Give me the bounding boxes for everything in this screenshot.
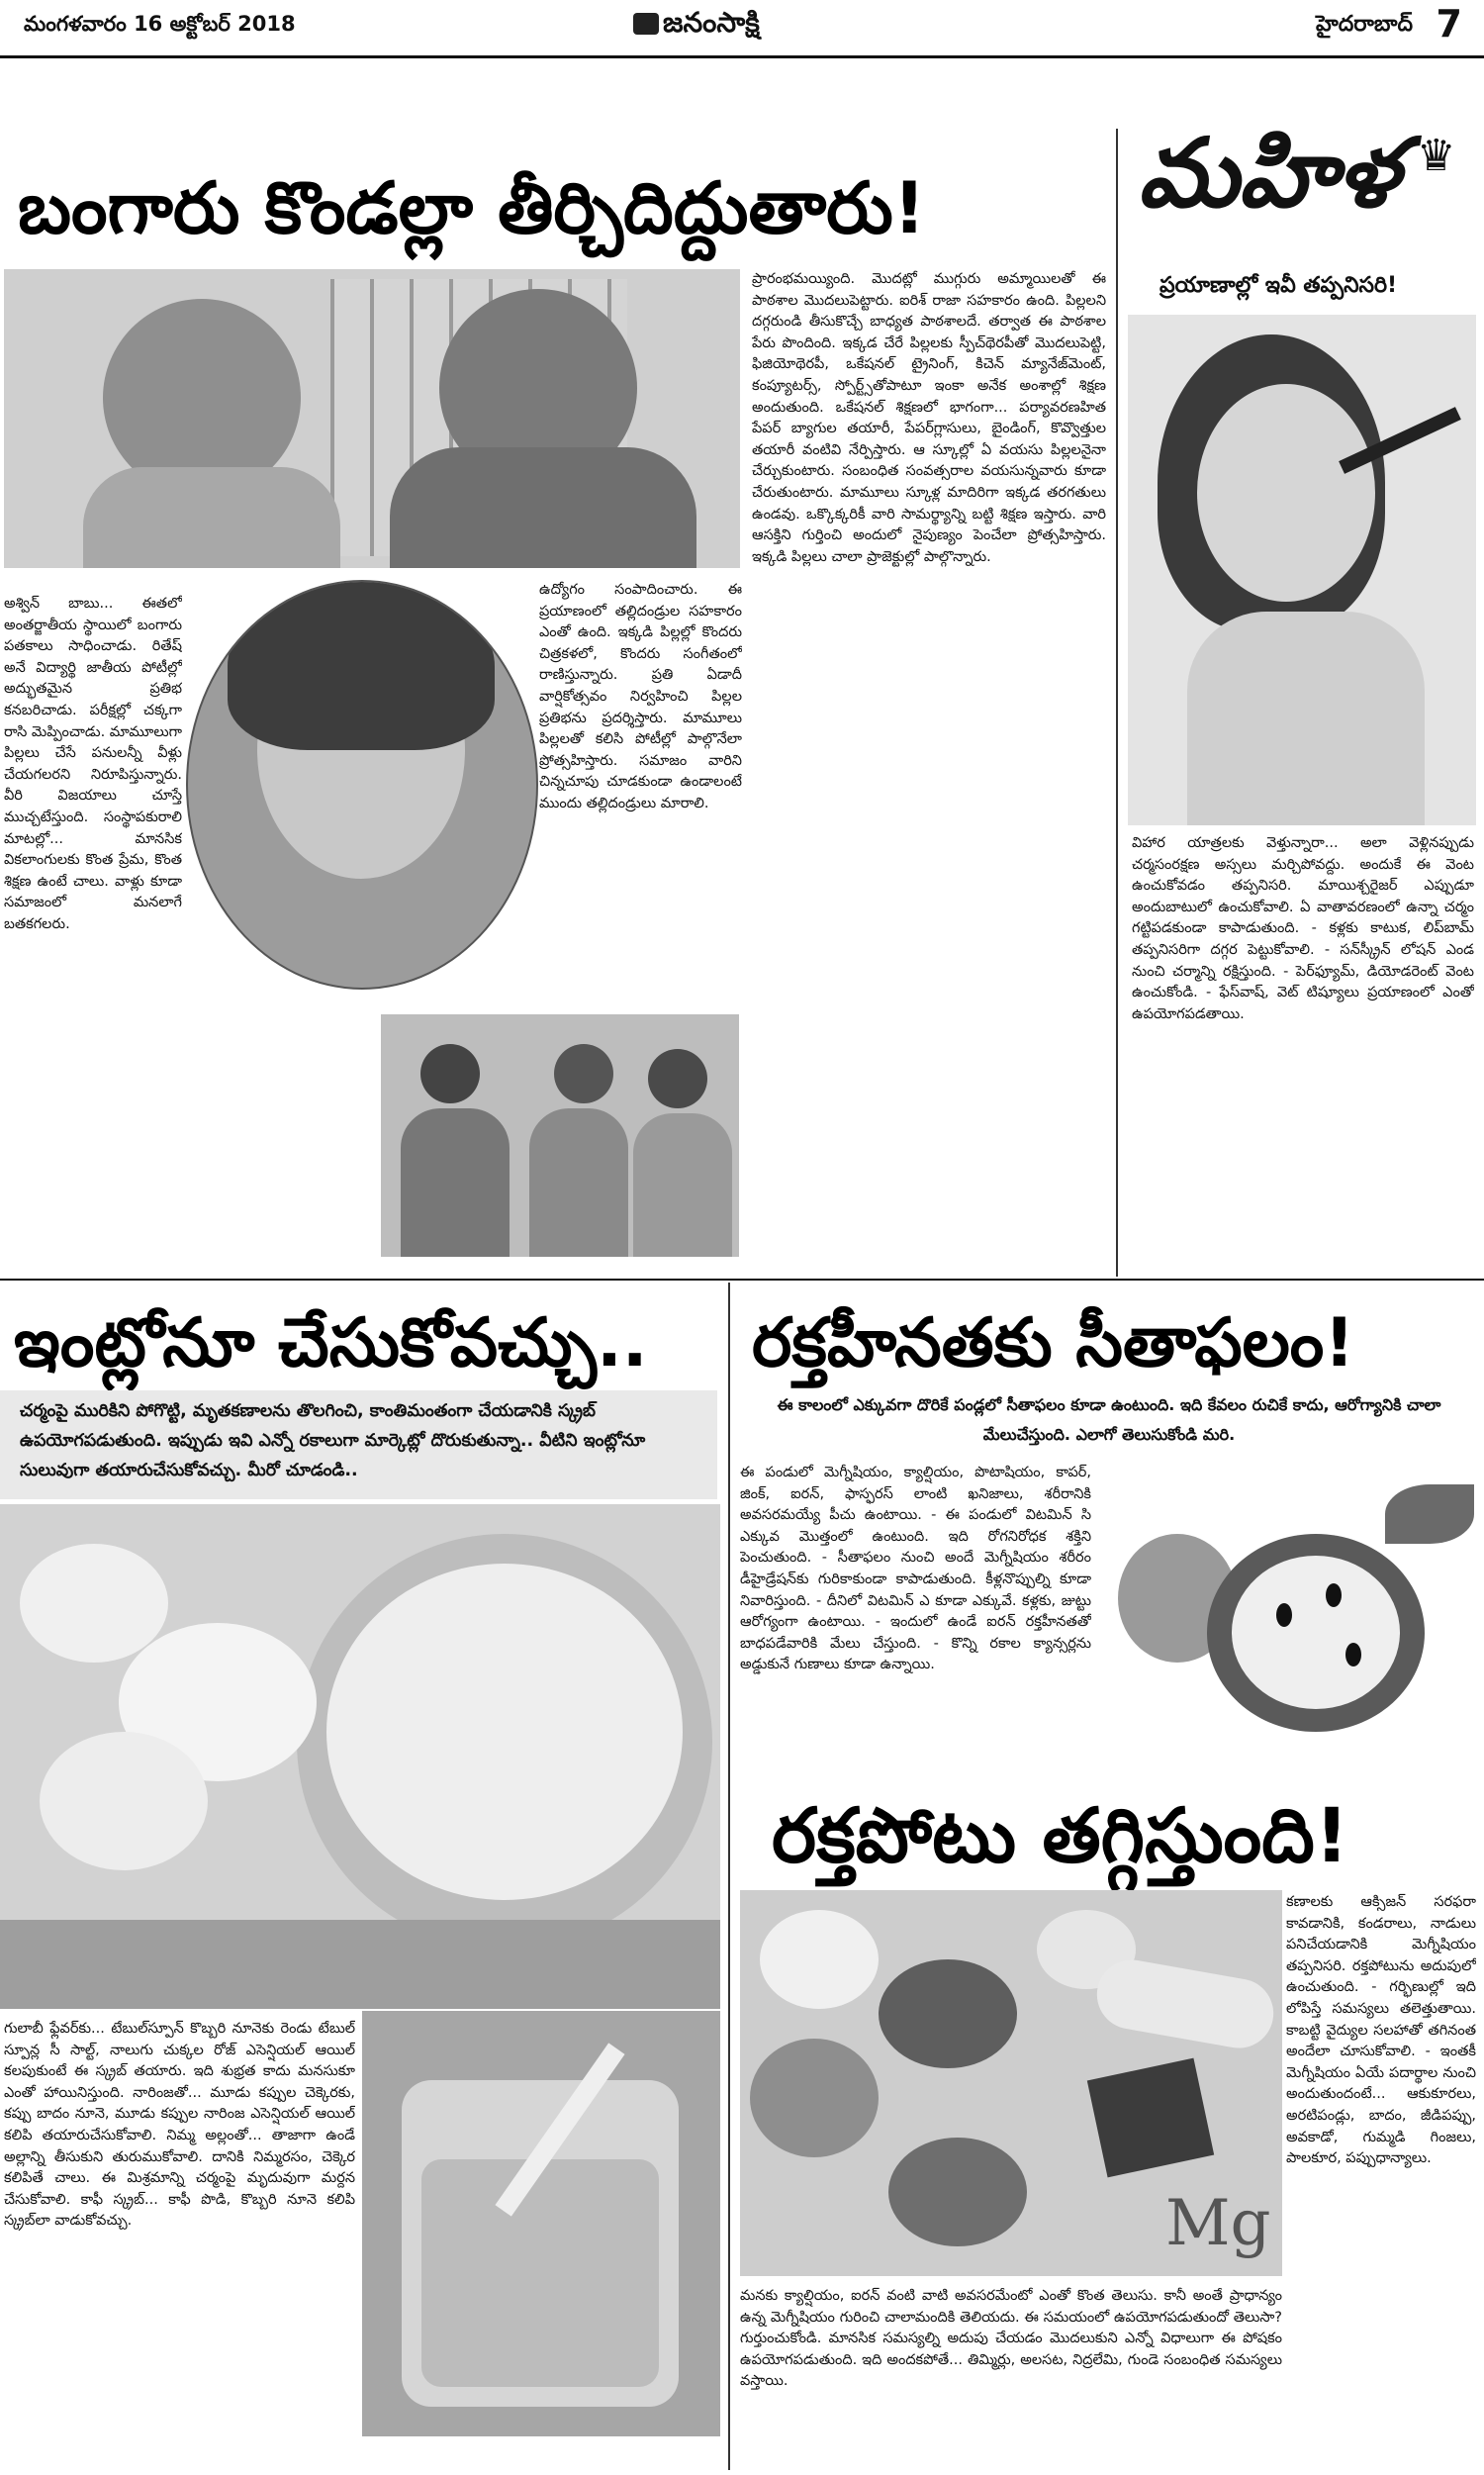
story3-lead: ఈ కాలంలో ఎక్కువగా దొరికే పండ్లలో సీతాఫలం కూడా ఉంటుంది. ఇది కేవలం రుచికే కాదు, ఆరోగ్యానికి చాలా మేలుచేస్తుంది. ఎలాగో తెలుసుకోండి మరి. (777, 1395, 1441, 1444)
story1-portrait (186, 580, 538, 990)
story2-body: గులాబీ ఫ్లేవర్‌కు... టేబుల్‌స్పూన్ కొబ్బరి నూనెకు రెండు టేబుల్ స్పూన్ల సీ సాల్ట్, నాలుగు చుక్కల రోజ్ ఎసెన్షియల్ ఆయిల్ కలపుకుంటే ఈ స్క్రబ్ తయారు. ఇది శుభ్రత కాదు మనసుకూ ఎంతో హాయినిస్తుంది. నారింజతో... మూడు కప్పుల చెక్కెరకు, కప్పు బాదం నూనె, మూడు కప్పుల నారింజ ఎసెన్షియల్ ఆయిల్ కలిపి తయారుచేసుకోవాలి. నిమ్మ అల్లంతో... తాజాగా ఉండే అల్లాన్ని తీసుకుని తురుముకోవాలి. దానికి నిమ్మరసం, చెక్కెర కలిపితే చాలు. ఈ మిశ్రమాన్ని చర్మంపై మృదువుగా మర్దన చేసుకోవాలి. కాఫీ స్క్రబ్... కాఫీ పొడి, కొబ్బరి నూనె కలిపి స్క్రబ్‌లా వాడుకోవచ్చు. (4, 2021, 355, 2230)
mahila-body: విహార యాత్రలకు వెళ్తున్నారా... అలా వెళ్లినప్పుడు చర్మసంరక్షణ అస్సలు మర్చిపోవద్దు. అందుకే ఈ వెంట ఉంచుకోవడం తప్పనిసరి. మాయిశ్చరైజర్ ఎప్పుడూ అందుబాటులో ఉంచుకోవాలి. ఏ వాతావరణంలో ఉన్నా చర్మం గట్టిపడకుండా కాపాడుతుంది. - కళ్లకు కాటుక, లిప్‌బామ్ తప్పనిసరిగా దగ్గర పెట్టుకోవాలి. - సన్‌స్క్రీన్ లోషన్ ఎండ నుంచి చర్మాన్ని రక్షిస్తుంది. - పెర్‌ఫ్యూమ్, డియోడరెంట్ వెంట ఉంచుకోండి. - ఫేస్‌వాష్, వెట్ టిష్యూలు ప్రయాణంలో ఎంతో ఉపయోగపడతాయి. (1132, 835, 1474, 1022)
story1-headline: బంగారు కొండల్లా తీర్చిదిద్దుతారు! (18, 166, 926, 249)
logo-mark-icon (633, 13, 659, 35)
paper-name: జనంసాక్షి (663, 6, 760, 39)
story4-photo-foods (740, 1890, 1282, 2276)
story3-body: ఈ పండులో మెగ్నీషియం, క్యాల్షియం, పొటాషియం, కాపర్, జింక్, ఐరన్, ఫాస్ఫరస్ లాంటి ఖనిజాలు, శరీరానికి అవసరమయ్యే పీచు ఉంటాయి. - ఈ పండులో విటమిన్ సి ఎక్కువ మొత్తంలో ఉంటుంది. ఇది రోగనిరోధక శక్తిని పెంచుతుంది. - సీతాఫలం నుంచి అందే మెగ్నీషియం శరీరం డీహైడ్రేషన్‌కు గురికాకుండా కాపాడుతుంది. కీళ్లనొప్పుల్ని కూడా నివారిస్తుంది. - దీనిలో విటమిన్ ఎ కూడా ఎక్కువే. కళ్లకు, జుట్టు ఆరోగ్యంగా ఉంటాయి. - ఇందులో ఉండే ఐరన్ రక్తహీనతతో బాధపడేవారికి మేలు చేస్తుంది. - కొన్ని రకాల క్యాన్సర్లను అడ్డుకునే గుణాలు కూడా ఉన్నాయి. (740, 1465, 1091, 1673)
issue-date: మంగళవారం 16 అక్టోబర్ 2018 (24, 12, 296, 36)
story4-headline: రక్తపోటు తగ్గిస్తుంది! (772, 1791, 1349, 1879)
section-rule (0, 1279, 1484, 1281)
mg-label: Mg (1165, 2187, 1271, 2260)
mahila-photo-model (1128, 315, 1476, 825)
story2-lead: చర్మంపై మురికిని పోగొట్టి, మృతకణాలను తొలగించి, కాంతిమంతంగా చేయడానికి స్క్రబ్ ఉపయోగపడుతుంది. ఇప్పుడు ఇవి ఎన్నో రకాలుగా మార్కెట్లో దొరుకుతున్నా.. వీటిని ఇంట్లోనూ సులువుగా తయారుచేసుకోవచ్చు. మీరో చూడండి.. (20, 1401, 646, 1480)
crown-icon: ♛ (1417, 131, 1456, 181)
mahila-subhead: ప్రయాణాల్లో ఇవీ తప్పనిసరి! (1159, 273, 1398, 298)
mahila-masthead: మహిళ (1138, 117, 1399, 229)
story1-col3: ఉద్యోగం సంపాదించారు. ఈ ప్రయాణంలో తల్లిదండ్రుల సహకారం ఎంతో ఉంది. ఇక్కడి పిల్లల్లో కొందరు చిత్రకళలో, కొందరు సంగీతంలో రాణిస్తున్నారు. ప్రతి ఏడాదీ వార్షికోత్సవం నిర్వహించి పిల్లల ప్రతిభను ప్రదర్శిస్తారు. మామూలు పిల్లలతో కలిసి పోటీల్లో పాల్గొనేలా ప్రోత్సహిస్తారు. సమాజం వారిని చిన్నచూపు చూడకుండా ఉండాలంటే ముందు తల్లిదండ్రులు మారాలి. (539, 582, 742, 811)
column-divider (1116, 129, 1118, 1277)
story4-body-right: కణాలకు ఆక్సిజన్ సరఫరా కావడానికి, కండరాలు, నాడులు పనిచేయడానికి మెగ్నీషియం తప్పనిసరి. రక్తపోటును అదుపులో ఉంచుతుంది. - గర్భిణుల్లో ఇది లోపిస్తే సమస్యలు తలెత్తుతాయి. కాబట్టి వైద్యుల సలహాతో తగినంత అందేలా చూసుకోవాలి. - ఇంతకీ మెగ్నీషియం ఏయే పదార్థాల నుంచి అందుతుందంటే... ఆకుకూరలు, అరటిపండ్లు, బాదం, జీడిపప్పు, అవకాడో, గుమ్మడి గింజలు, పాలకూర, పప్పుధాన్యాలు. (1286, 1894, 1476, 2167)
story1-photo-women (4, 269, 740, 568)
story2-headline: ఇంట్లోనూ చేసుకోవచ్చు.. (14, 1304, 648, 1382)
header-rule (0, 55, 1484, 58)
column-divider-2 (728, 1283, 730, 2470)
story4-body-left: మనకు క్యాల్షియం, ఐరన్ వంటి వాటి అవసరమేంటో ఎంతో కొంత తెలుసు. కానీ అంతే ప్రాధాన్యం ఉన్న మెగ్నీషియం గురించి చాలామందికి తెలియదు. ఈ సమయంలో ఉపయోగపడుతుందో తెలుసా? గుర్తుంచుకోండి. మానసిక సమస్యల్ని అదుపు చేయడం మొదలుకుని ఎన్నో విధాలుగా ఈ పోషకం ఉపయోగపడుతుంది. ఇది అందకపోతే... తిమ్మిర్లు, అలసట, నిద్రలేమి, గుండె సంబంధిత సమస్యలు వస్తాయి. (740, 2288, 1282, 2390)
story1-col1: ప్రారంభమయ్యింది. మొదట్లో ముగ్గురు అమ్మాయిలతో ఈ పాఠశాల మొదలుపెట్టారు. ఐరిశ్ రాజా సహకారం ఉంది. పిల్లలని దగ్గరుండి తీసుకొచ్చే బాధ్యత పాఠశాలదే. తర్వాత ఈ పాఠశాల పేరు పొందింది. ఇక్కడ చేరే పిల్లలకు స్పీచ్‌థెరపీతో మొదలుపెట్టి, ఫిజియోథెరపీ, ఒకేషనల్ ట్రైనింగ్, కిచెన్ మ్యానేజ్‌మెంట్, కంప్యూటర్స్, స్పోర్ట్స్‌తోపాటూ ఇంకా అనేక అంశాల్లో శిక్షణ అందుతుంది. ఒకేషనల్ శిక్షణలో భాగంగా... పర్యావరణహిత పేపర్ బ్యాగుల తయారీ, పేపర్‌గ్లాసులు, బైండింగ్, కొవ్వొత్తుల తయారీ వంటివి నేర్పిస్తారు. ఆ స్కూల్లో ఏ వయసు పిల్లలనైనా చేర్చుకుంటారు. సంబంధిత సంవత్సరాల వయసున్నవారు కూడా చేరుతుంటారు. మామూలు స్కూళ్ల మాదిరిగా ఇక్కడ తరగతులు ఉండవు. ఒక్కొక్కరికీ వారి సామర్థ్యాన్ని బట్టి శిక్షణ ఇస్తారు. వారి ఆసక్తిని గుర్తించి అందులో నైపుణ్యం పెంచేలా ప్రోత్సహిస్తారు. ఇక్కడి పిల్లలు చాలా ప్రాజెక్టుల్లో పాల్గొన్నారు. (752, 271, 1106, 565)
story1-photo-kitchen (381, 1014, 739, 1257)
story1-col2: అశ్విన్ బాబు... ఈతలో అంతర్జాతీయ స్థాయిలో బంగారు పతకాలు సాధించాడు. రితేష్ అనే విద్యార్థి జాతీయ పోటీల్లో అద్భుతమైన ప్రతిభ కనబరిచాడు. పరీక్షల్లో చక్కగా రాసి మెప్పించాడు. మామూలుగా పిల్లలు చేసే పనులన్నీ వీళ్లు చేయగలరని నిరూపిస్తున్నారు. వీరి విజయాలు చూస్తే ముచ్చటేస్తుంది. సంస్థాపకురాలి మాటల్లో... మానసిక వికలాంగులకు కొంత ప్రేమ, కొంత శిక్షణ ఉంటే చాలు. వాళ్లు కూడా సమాజంలో మనలాగే బతకగలరు. (4, 596, 182, 932)
story2-photo-flowers (0, 1504, 720, 2009)
paper-logo (633, 6, 760, 46)
page-number: 7 (1436, 2, 1462, 46)
story2-photo-jar (362, 2011, 720, 2436)
city-name: హైదరాబాద్ (1316, 12, 1413, 37)
story3-photo-custard-apple (1098, 1475, 1480, 1757)
story3-headline: రక్తహీనతకు సీతాఫలం! (752, 1304, 1355, 1382)
story2-lead-box (0, 1390, 717, 1499)
